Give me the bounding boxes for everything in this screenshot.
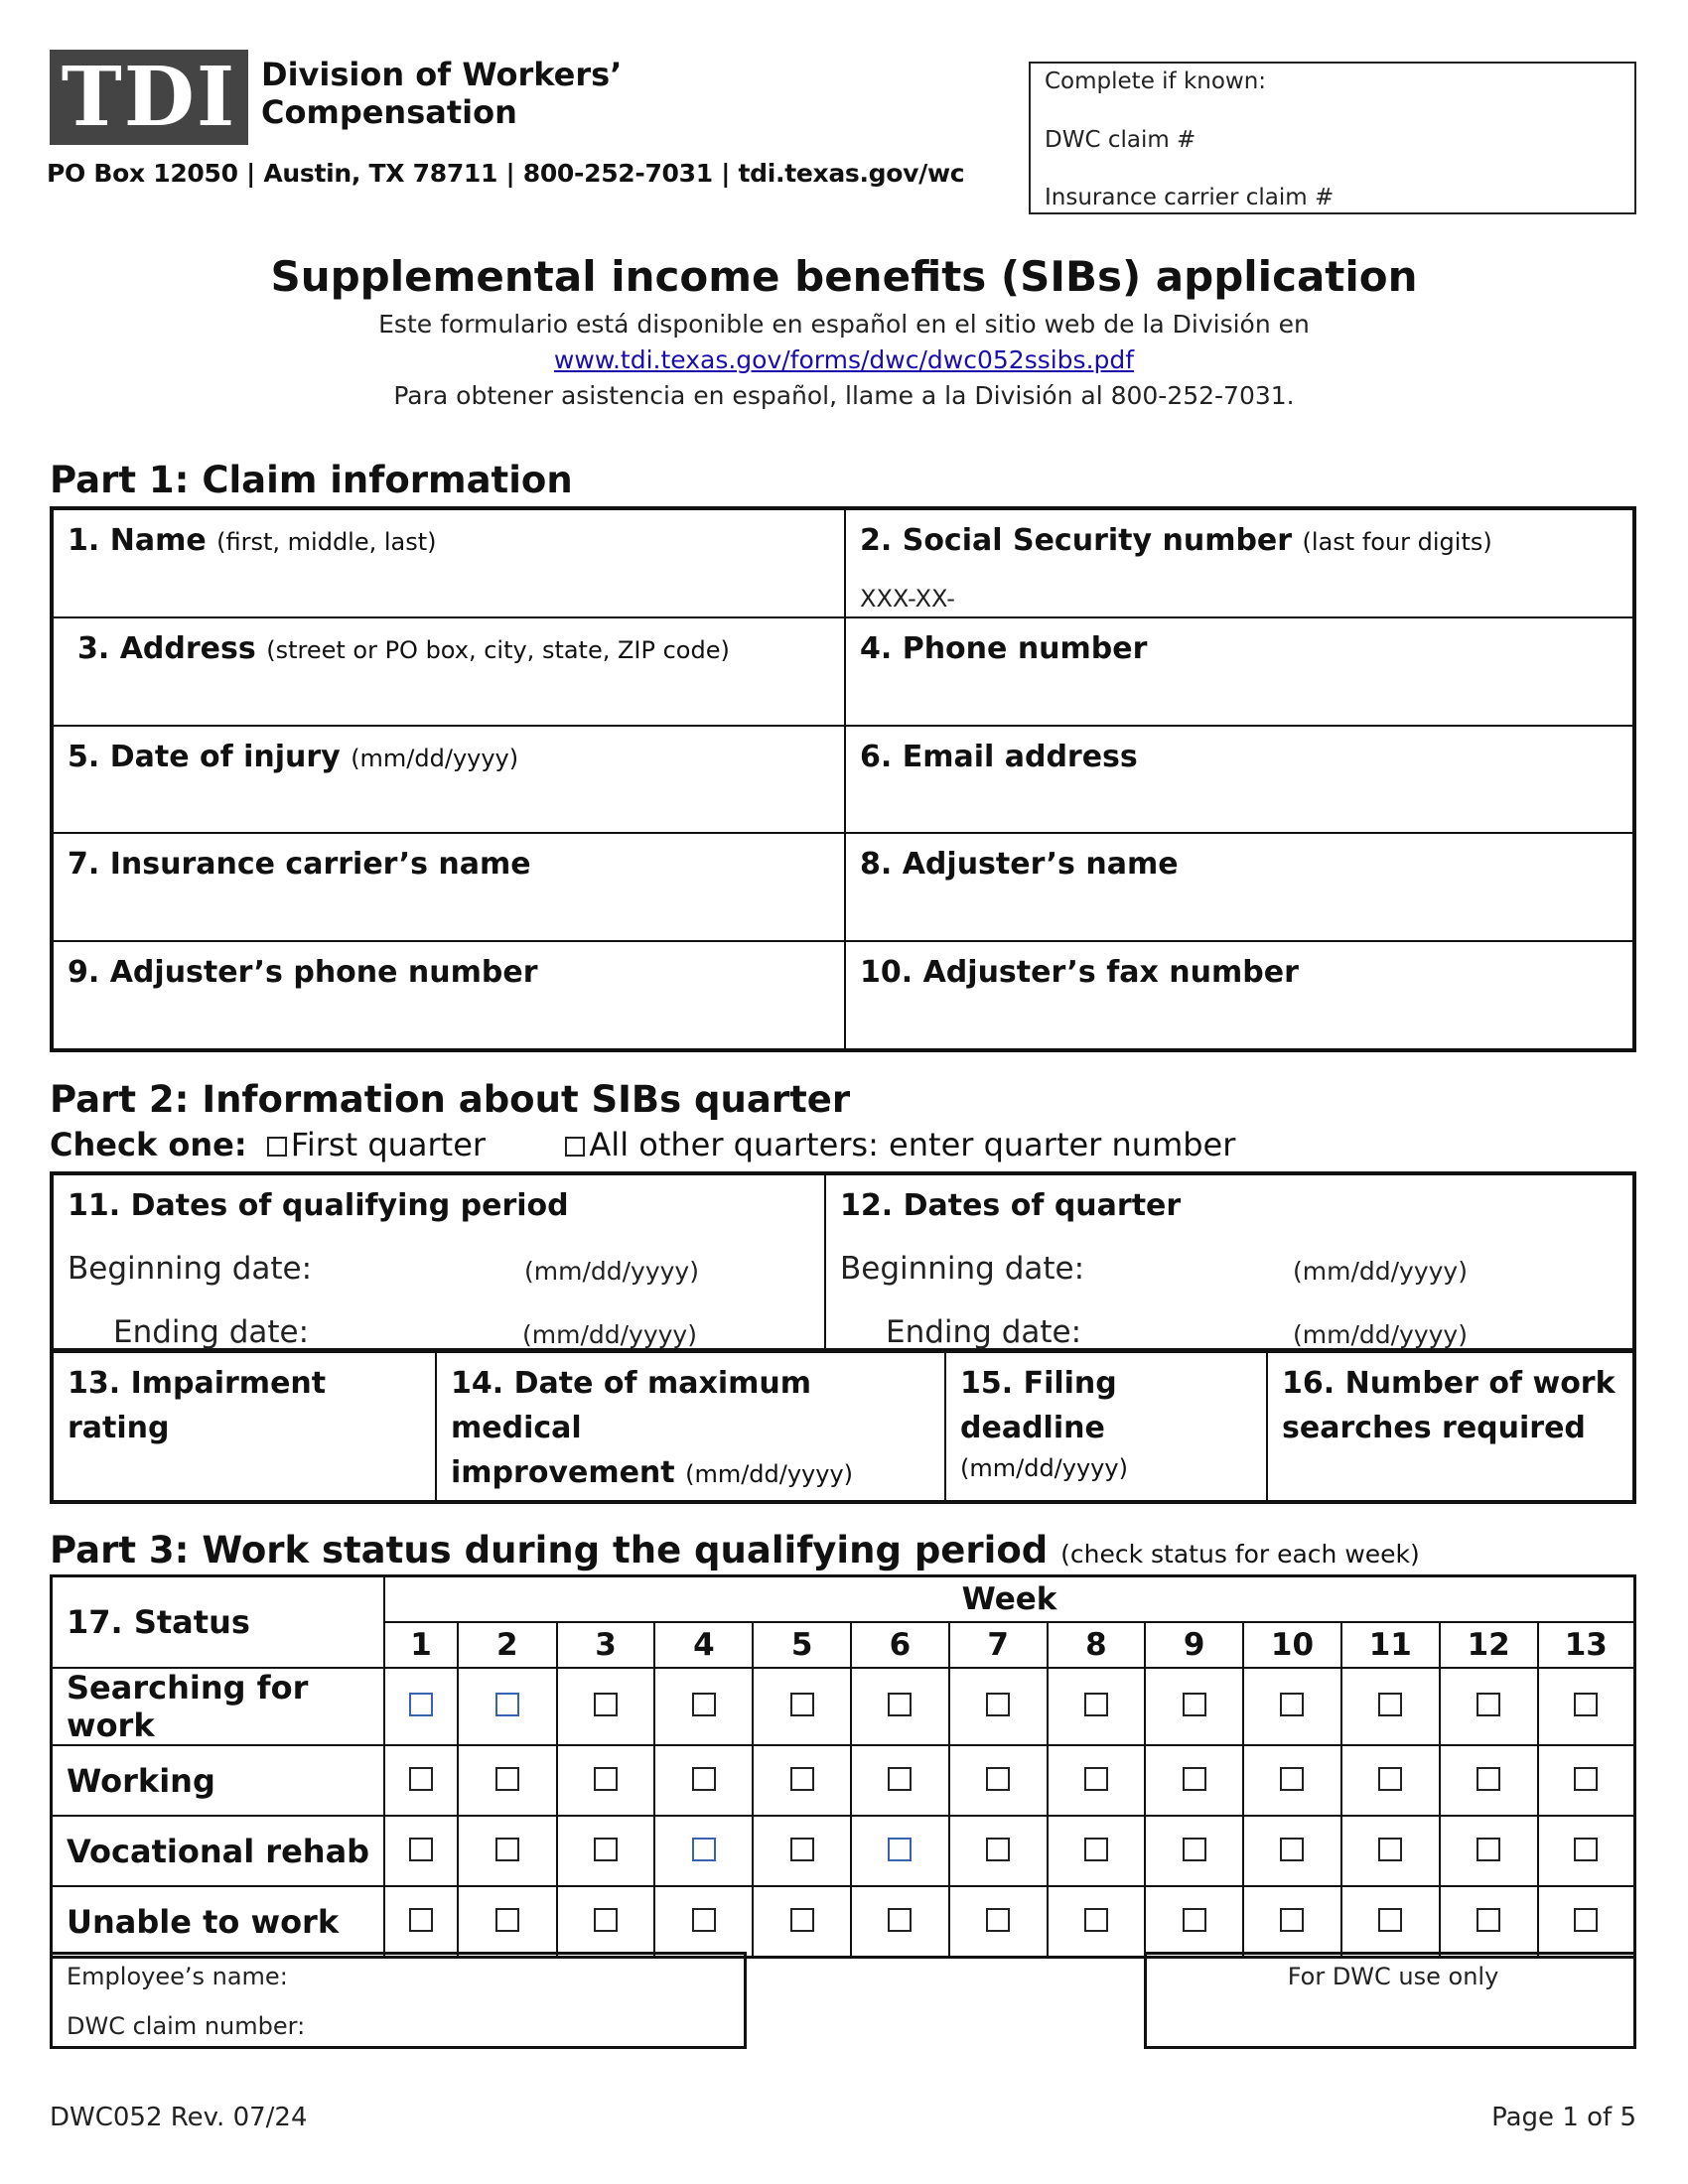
page-title: Supplemental income benefits (SIBs) application [270,252,1418,301]
week-header: Week [384,1576,1634,1623]
adjuster-name-label: 8. Adjuster’s name [860,847,1179,883]
ssn-hint: (last four digits) [1302,528,1492,556]
week-cell [851,1668,949,1745]
dwc-claim-field[interactable]: DWC claim # [1045,127,1196,153]
mmi-date-field[interactable] [436,1352,945,1501]
week-checkbox[interactable] [790,1693,814,1716]
quarter-dates-label: 12. Dates of quarter [840,1188,1182,1223]
spanish-link-line [0,345,1688,374]
ssn-prefix: XXX-XX- [860,584,955,613]
week-checkbox[interactable] [790,1767,814,1791]
week-number: 4 [654,1622,753,1668]
week-checkbox[interactable] [888,1767,912,1791]
week-checkbox[interactable] [1477,1838,1500,1861]
impairment-rating-label: 13. Impairment rating [68,1366,327,1445]
name-label: 1. Name [68,523,207,558]
other-quarters-label: All other quarters: enter quarter number [589,1126,1236,1163]
week-checkbox[interactable] [495,1908,519,1932]
claim-info-grid [50,506,1636,1052]
week-cell [384,1745,458,1816]
week-checkbox[interactable] [409,1767,433,1791]
week-checkbox[interactable] [1477,1693,1500,1716]
status-row-label: Vocational rehab [52,1816,385,1886]
week-checkbox[interactable] [1280,1908,1304,1932]
week-checkbox[interactable] [1280,1693,1304,1716]
qualifying-period-label: 11. Dates of qualifying period [68,1188,569,1223]
injury-date-hint: (mm/dd/yyyy) [351,744,519,772]
name-hint: (first, middle, last) [216,528,437,556]
week-checkbox[interactable] [1574,1693,1598,1716]
work-searches-label-line1: 16. Number of work [1282,1366,1616,1401]
spanish-form-link[interactable]: www.tdi.texas.gov/forms/dwc/dwc052ssibs.pdf [553,345,1135,374]
week-number: 3 [557,1622,655,1668]
week-checkbox[interactable] [692,1767,716,1791]
week-checkbox[interactable] [986,1908,1010,1932]
status-row [52,1816,1635,1886]
week-cell [1243,1816,1341,1886]
qp-end-hint: (mm/dd/yyyy) [522,1320,697,1349]
mmi-label-line1: 14. Date of maximum medical [451,1366,811,1445]
q-end-hint: (mm/dd/yyyy) [1293,1320,1468,1349]
week-number: 2 [458,1622,557,1668]
rating-grid [50,1349,1636,1504]
week-number: 8 [1048,1622,1146,1668]
week-cell [1145,1886,1243,1958]
week-cell [1341,1668,1440,1745]
first-quarter-label: First quarter [290,1126,487,1163]
week-number: 6 [851,1622,949,1668]
spanish-help: Para obtener asistencia en español, llame a la División al 800-252-7031. [393,381,1295,410]
adjuster-fax-field[interactable] [845,941,1633,1049]
week-cell [458,1816,557,1886]
week-checkbox[interactable] [1183,1693,1206,1716]
week-cell [1440,1668,1538,1745]
work-status-table [50,1574,1636,1959]
week-checkbox[interactable] [594,1908,618,1932]
dwc-claim-number-label: DWC claim number: [67,2012,306,2040]
spanish-note: Este formulario está disponible en español en el sitio web de la División en [378,310,1310,339]
week-checkbox[interactable] [1280,1838,1304,1861]
week-checkbox[interactable] [1084,1838,1108,1861]
week-cell [654,1745,753,1816]
week-cell [851,1745,949,1816]
first-quarter-checkbox[interactable] [267,1137,287,1157]
status-row-label: Working [52,1745,385,1816]
week-cell [1538,1816,1635,1886]
week-checkbox[interactable] [986,1838,1010,1861]
qualifying-period-field[interactable] [53,1174,825,1349]
week-checkbox[interactable] [1378,1838,1402,1861]
phone-field[interactable] [845,617,1633,726]
week-cell [1243,1668,1341,1745]
q-begin-label: Beginning date: [840,1251,1085,1287]
week-cell [557,1886,655,1958]
week-number: 5 [753,1622,851,1668]
page-number: Page 1 of 5 [1491,2103,1636,2132]
adjuster-phone-label: 9. Adjuster’s phone number [68,955,538,991]
week-cell [949,1668,1048,1745]
dates-grid [50,1171,1636,1352]
part3-heading [50,1529,1420,1571]
week-number: 10 [1243,1622,1341,1668]
week-number: 9 [1145,1622,1243,1668]
part3-title: Part 3: Work status during the qualifying period [50,1529,1049,1571]
status-row-label: Unable to work [52,1886,385,1958]
week-checkbox[interactable] [1378,1908,1402,1932]
week-cell [1440,1816,1538,1886]
org-name-line1: Division of Workers’ [261,56,623,93]
week-cell [1538,1668,1635,1745]
week-checkbox[interactable] [986,1767,1010,1791]
week-checkbox[interactable] [692,1838,716,1861]
week-checkbox[interactable] [790,1908,814,1932]
week-checkbox[interactable] [409,1838,433,1861]
org-contact: PO Box 12050 | Austin, TX 78711 | 800-252-7031 | tdi.texas.gov/wc [47,159,965,188]
week-cell [557,1745,655,1816]
phone-label: 4. Phone number [860,630,1148,666]
week-checkbox[interactable] [495,1693,519,1716]
week-checkbox[interactable] [1477,1767,1500,1791]
week-checkbox[interactable] [594,1838,618,1861]
week-checkbox[interactable] [888,1908,912,1932]
week-checkbox[interactable] [1084,1767,1108,1791]
part2-heading: Part 2: Information about SIBs quarter [50,1078,851,1121]
name-field[interactable] [53,509,845,617]
week-cell [1341,1816,1440,1886]
form-id: DWC052 Rev. 07/24 [50,2103,308,2132]
known-heading: Complete if known: [1045,68,1267,94]
week-checkbox[interactable] [1378,1767,1402,1791]
week-number: 1 [384,1622,458,1668]
week-checkbox[interactable] [495,1767,519,1791]
week-checkbox[interactable] [1084,1908,1108,1932]
week-cell [1048,1745,1146,1816]
qp-begin-hint: (mm/dd/yyyy) [524,1257,699,1286]
week-checkbox[interactable] [1183,1767,1206,1791]
week-cell [384,1668,458,1745]
week-cell [851,1816,949,1886]
org-name [261,56,622,131]
week-checkbox[interactable] [409,1693,433,1716]
week-cell [753,1745,851,1816]
week-cell [949,1745,1048,1816]
week-checkbox[interactable] [1378,1693,1402,1716]
week-cell [458,1668,557,1745]
week-checkbox[interactable] [888,1838,912,1861]
week-checkbox[interactable] [594,1767,618,1791]
week-number: 12 [1440,1622,1538,1668]
filing-deadline-hint: (mm/dd/yyyy) [960,1454,1128,1482]
week-checkbox[interactable] [790,1838,814,1861]
week-cell [1538,1745,1635,1816]
week-checkbox[interactable] [1574,1767,1598,1791]
qp-end-label: Ending date: [113,1314,310,1350]
week-cell [753,1886,851,1958]
week-cell [1341,1745,1440,1816]
week-cell [1440,1745,1538,1816]
week-number: 13 [1538,1622,1635,1668]
ssn-field[interactable] [845,509,1633,617]
week-cell [1145,1745,1243,1816]
week-cell [654,1816,753,1886]
filing-deadline-field[interactable] [945,1352,1267,1501]
employee-info-box [50,1952,747,2049]
week-number: 7 [949,1622,1048,1668]
week-number: 11 [1341,1622,1440,1668]
week-cell [949,1816,1048,1886]
status-header: 17. Status [52,1576,385,1669]
part1-heading: Part 1: Claim information [50,459,573,501]
adjuster-phone-field[interactable] [53,941,845,1049]
week-cell [654,1886,753,1958]
filing-deadline-label: 15. Filing deadline [960,1366,1117,1445]
quarter-check-row [50,1126,1235,1163]
week-checkbox[interactable] [692,1908,716,1932]
tdi-logo: TDI [50,50,248,145]
week-checkbox[interactable] [888,1693,912,1716]
other-quarters-checkbox[interactable] [565,1137,585,1157]
week-cell [1243,1886,1341,1958]
week-checkbox[interactable] [495,1838,519,1861]
week-checkbox[interactable] [1280,1767,1304,1791]
week-cell [1538,1886,1635,1958]
injury-date-label: 5. Date of injury [68,739,341,774]
email-label: 6. Email address [860,739,1138,774]
work-searches-label-line2: searches required [1282,1411,1586,1445]
week-cell [1048,1886,1146,1958]
week-cell [458,1886,557,1958]
q-end-label: Ending date: [886,1314,1082,1350]
week-cell [949,1886,1048,1958]
week-cell [557,1816,655,1886]
week-cell [458,1745,557,1816]
dwc-use-label: For DWC use only [1287,1963,1499,1990]
week-checkbox[interactable] [1574,1838,1598,1861]
qp-begin-label: Beginning date: [68,1251,313,1287]
week-cell [851,1886,949,1958]
employee-name-label: Employee’s name: [67,1963,288,1990]
week-checkbox[interactable] [594,1693,618,1716]
adjuster-name-field[interactable] [845,833,1633,941]
address-hint: (street or PO box, city, state, ZIP code) [266,635,730,664]
week-cell [1243,1745,1341,1816]
week-cell [753,1668,851,1745]
week-checkbox[interactable] [1574,1908,1598,1932]
address-label: 3. Address [77,630,256,666]
mmi-label-line2: improvement [451,1455,675,1490]
dwc-use-box [1144,1952,1636,2049]
status-row [52,1745,1635,1816]
week-checkbox[interactable] [1477,1908,1500,1932]
week-checkbox[interactable] [409,1908,433,1932]
week-cell [1048,1668,1146,1745]
status-row [52,1668,1635,1745]
quarter-dates-field[interactable] [825,1174,1633,1349]
week-cell [384,1816,458,1886]
week-cell [753,1816,851,1886]
week-checkbox[interactable] [986,1693,1010,1716]
week-cell [1145,1668,1243,1745]
part3-note: (check status for each week) [1060,1540,1420,1569]
week-cell [654,1668,753,1745]
week-cell [1341,1886,1440,1958]
week-checkbox[interactable] [1084,1693,1108,1716]
carrier-name-field[interactable] [53,833,845,941]
week-cell [1440,1886,1538,1958]
mmi-hint: (mm/dd/yyyy) [685,1460,854,1488]
week-checkbox[interactable] [1183,1908,1206,1932]
carrier-claim-field[interactable]: Insurance carrier claim # [1045,185,1335,210]
impairment-rating-field[interactable] [53,1352,436,1501]
week-cell [1048,1816,1146,1886]
week-checkbox[interactable] [1183,1838,1206,1861]
email-field[interactable] [845,726,1633,834]
week-checkbox[interactable] [692,1693,716,1716]
injury-date-field[interactable] [53,726,845,834]
org-name-line2: Compensation [261,93,517,131]
week-cell [1145,1816,1243,1886]
known-info-box [1029,62,1636,214]
carrier-name-label: 7. Insurance carrier’s name [68,847,531,883]
week-cell [557,1668,655,1745]
status-row [52,1886,1635,1958]
week-cell [384,1886,458,1958]
check-one-label: Check one: [50,1126,247,1163]
status-row-label: Searching for work [52,1668,385,1745]
work-searches-field[interactable] [1267,1352,1633,1501]
adjuster-fax-label: 10. Adjuster’s fax number [860,955,1299,991]
q-begin-hint: (mm/dd/yyyy) [1293,1257,1468,1286]
address-field[interactable] [53,617,845,726]
ssn-label: 2. Social Security number [860,523,1293,558]
